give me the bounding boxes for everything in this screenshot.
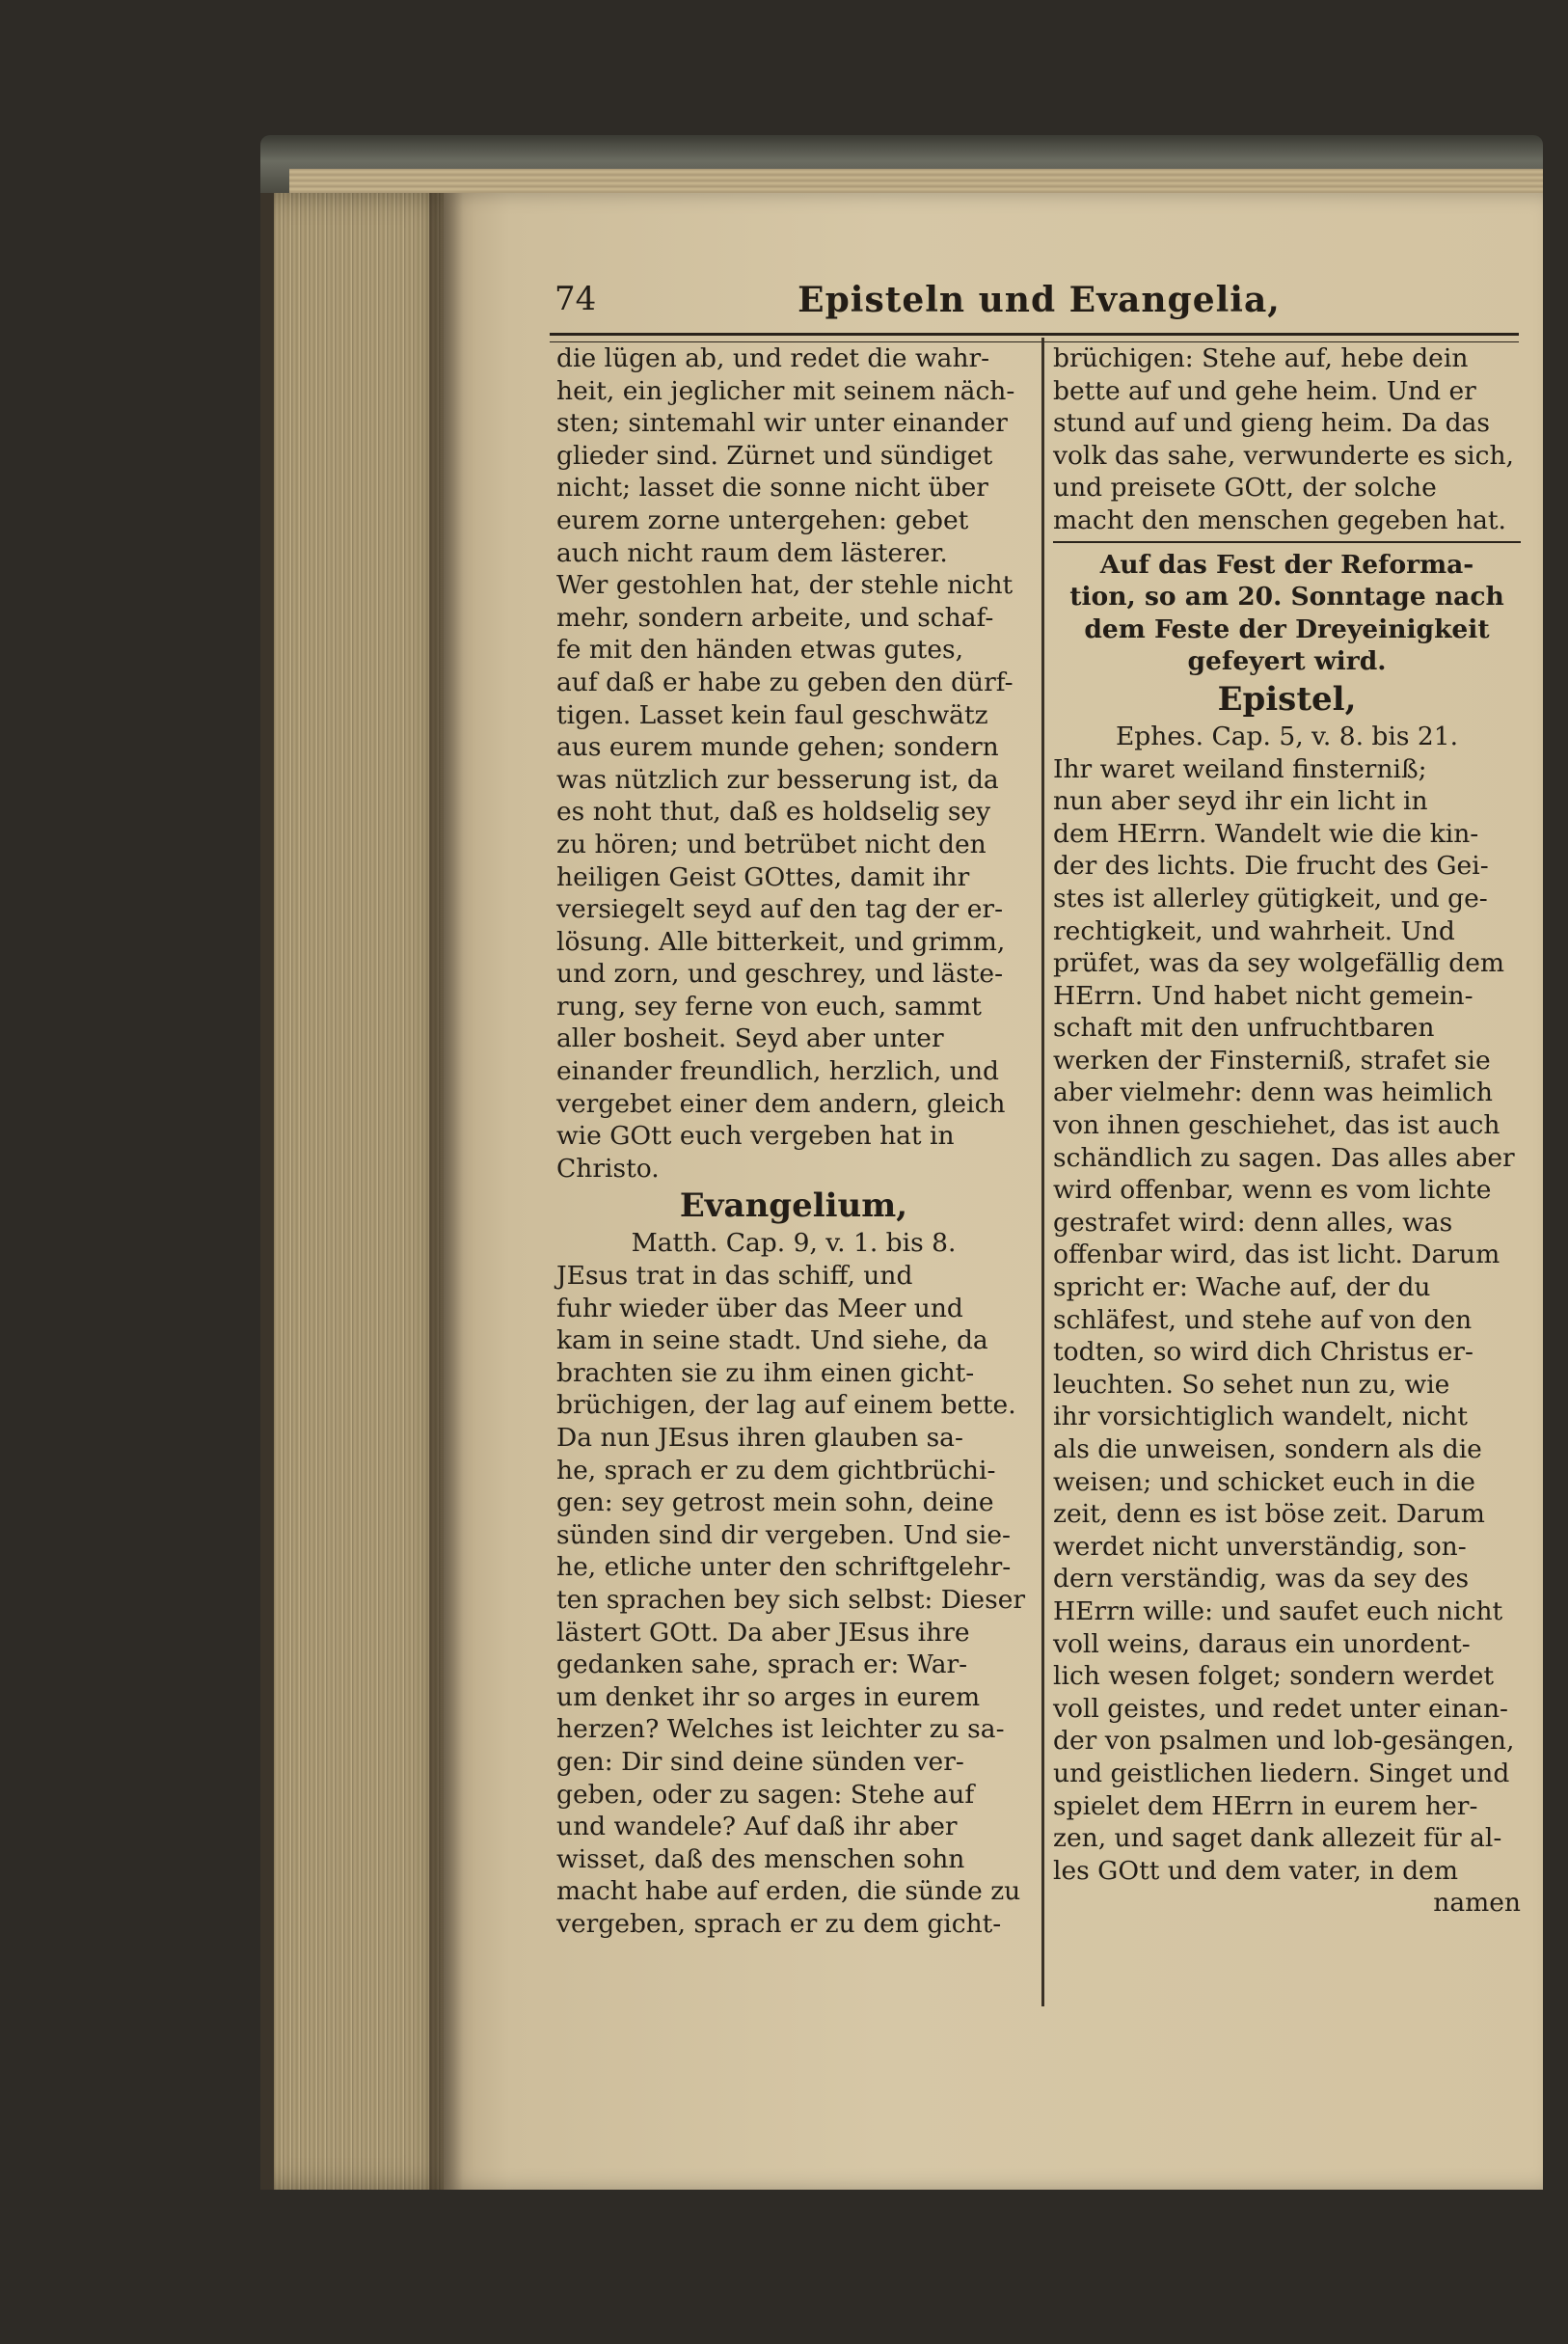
- right-epistle-line-27: HErrn wille: und saufet euch nicht: [1053, 1595, 1503, 1626]
- page-number: 74: [554, 280, 597, 318]
- left-line-1: die lügen ab, und redet die wahr-: [556, 343, 990, 373]
- left-gospel-line-14: um denket ihr so arges in eurem: [556, 1681, 981, 1712]
- right-text-block-2: [1053, 753, 1521, 1888]
- feast-title-line-2: tion, so am 20. Sonntage nach: [1069, 582, 1504, 613]
- right-epistle-line-25: werdet nicht unverständig, son-: [1053, 1531, 1467, 1562]
- left-line-19: lösung. Alle bitterkeit, und grimm,: [556, 926, 1006, 957]
- left-line-12: tigen. Lasset kein faul geschwätz: [556, 699, 988, 730]
- right-epistle-line-1: Ihr waret weiland finsterniß;: [1053, 753, 1427, 784]
- left-line-11: auf daß er habe zu geben den dürf-: [556, 667, 1014, 697]
- page-edges-side: [260, 193, 457, 2190]
- right-line-6: macht den menschen gegeben hat.: [1053, 504, 1506, 535]
- left-line-20: und zorn, und geschrey, und läste-: [556, 959, 1004, 990]
- left-gospel-line-5: brüchigen, der lag auf einem bette.: [556, 1390, 1016, 1421]
- feast-title: [1053, 549, 1521, 678]
- left-gospel-line-8: gen: sey getrost mein sohn, deine: [556, 1487, 994, 1518]
- right-epistle-line-22: als die unweisen, sondern als die: [1053, 1434, 1482, 1464]
- left-gospel-line-2: fuhr wieder über das Meer und: [556, 1293, 963, 1323]
- right-line-4: volk das sahe, verwunderte es sich,: [1053, 440, 1514, 471]
- left-gospel-line-1: JEsus trat in das schiff, und: [556, 1261, 913, 1292]
- right-epistle-line-26: dern verständig, was da sey des: [1053, 1564, 1470, 1594]
- column-divider: [1041, 338, 1044, 2006]
- left-line-25: wie GOtt euch vergeben hat in: [556, 1121, 955, 1152]
- reference-matthew: Matth. Cap. 9, v. 1. bis 8.: [631, 1228, 957, 1259]
- feast-title-line-3: dem Feste der Dreyeinigkeit: [1084, 613, 1490, 644]
- right-epistle-line-6: rechtigkeit, und wahrheit. Und: [1053, 915, 1455, 946]
- left-line-14: was nützlich zur besserung ist, da: [556, 764, 999, 795]
- left-gospel-line-21: vergeben, sprach er zu dem gicht-: [556, 1908, 1002, 1939]
- left-line-5: nicht; lasset die sonne nicht über: [556, 473, 988, 504]
- left-line-21: rung, sey ferne von euch, sammt: [556, 991, 982, 1022]
- right-column: [1053, 342, 1521, 1920]
- left-line-6: eurem zorne untergehen: gebet: [556, 504, 969, 535]
- left-line-24: vergebet einer dem andern, gleich: [556, 1088, 1006, 1119]
- right-epistle-line-11: aber vielmehr: denn was heimlich: [1053, 1077, 1493, 1108]
- right-epistle-line-18: schläfest, und stehe auf von den: [1053, 1304, 1473, 1335]
- right-epistle-line-21: ihr vorsichtiglich wandelt, nicht: [1053, 1402, 1468, 1432]
- header-rule: [550, 333, 1519, 342]
- right-epistle-line-32: und geistlichen liedern. Singet und: [1053, 1758, 1510, 1788]
- right-epistle-line-13: schändlich zu sagen. Das alles aber: [1053, 1142, 1515, 1173]
- left-gospel-line-7: he, sprach er zu dem gichtbrüchi-: [556, 1455, 996, 1485]
- left-text-block-1: [556, 342, 1031, 1185]
- right-line-2: bette auf und gehe heim. Und er: [1053, 375, 1476, 406]
- left-gospel-line-17: geben, oder zu sagen: Stehe auf: [556, 1779, 975, 1810]
- left-gospel-line-20: macht habe auf erden, die sünde zu: [556, 1876, 1021, 1907]
- left-line-26: Christo.: [556, 1153, 660, 1184]
- right-epistle-line-23: weisen; und schicket euch in die: [1053, 1466, 1475, 1497]
- left-text-block-2: [556, 1260, 1031, 1940]
- left-line-4: glieder sind. Zürnet und sündiget: [556, 440, 993, 471]
- right-line-3: stund auf und gieng heim. Da das: [1053, 408, 1490, 439]
- right-epistle-line-19: todten, so wird dich Christus er-: [1053, 1337, 1473, 1368]
- right-line-1: brüchigen: Stehe auf, hebe dein: [1053, 343, 1469, 373]
- feast-title-line-1: Auf das Fest der Reforma-: [1099, 549, 1474, 580]
- right-epistle-line-9: schaft mit den unfruchtbaren: [1053, 1013, 1435, 1044]
- right-epistle-line-16: offenbar wird, das ist licht. Darum: [1053, 1240, 1500, 1270]
- right-epistle-line-8: HErrn. Und habet nicht gemein-: [1053, 980, 1473, 1011]
- left-line-9: mehr, sondern arbeite, und schaf-: [556, 602, 994, 633]
- section-heading-epistel: Epistel,: [1217, 679, 1357, 719]
- left-gospel-line-19: wisset, daß des menschen sohn: [556, 1843, 965, 1874]
- left-gospel-line-9: sünden sind dir vergeben. Und sie-: [556, 1519, 1011, 1550]
- left-line-13: aus eurem munde gehen; sondern: [556, 732, 999, 763]
- right-epistle-line-5: stes ist allerley gütigkeit, und ge-: [1053, 883, 1488, 913]
- left-column: [556, 342, 1031, 1941]
- right-epistle-line-3: dem HErrn. Wandelt wie die kin-: [1053, 818, 1479, 849]
- left-line-10: fe mit den händen etwas gutes,: [556, 635, 964, 666]
- right-epistle-line-35: les GOtt und dem vater, in dem: [1053, 1855, 1458, 1886]
- feast-title-line-4: gefeyert wird.: [1187, 646, 1387, 677]
- running-title: Episteln und Evangelia,: [798, 280, 1281, 320]
- right-epistle-line-14: wird offenbar, wenn es vom lichte: [1053, 1175, 1492, 1206]
- left-line-8: Wer gestohlen hat, der stehle nicht: [556, 570, 1014, 601]
- section-heading-evangelium: Evangelium,: [679, 1186, 908, 1226]
- left-line-2: heit, ein jeglicher mit seinem näch-: [556, 375, 1015, 406]
- right-epistle-line-31: der von psalmen und lob-gesängen,: [1053, 1726, 1515, 1757]
- right-epistle-line-10: werken der Finsterniß, strafet sie: [1053, 1045, 1491, 1076]
- left-gospel-line-6: Da nun JEsus ihren glauben sa-: [556, 1423, 963, 1453]
- right-epistle-line-15: gestrafet wird: denn alles, was: [1053, 1207, 1453, 1238]
- left-gospel-line-16: gen: Dir sind deine sünden ver-: [556, 1746, 964, 1777]
- right-text-block-1: [1053, 342, 1521, 537]
- left-line-15: es noht thut, daß es holdselig sey: [556, 797, 991, 828]
- left-gospel-line-18: und wandele? Auf daß ihr aber: [556, 1812, 958, 1842]
- left-line-16: zu hören; und betrübet nicht den: [556, 829, 987, 859]
- left-gospel-line-4: brachten sie zu ihm einen gicht-: [556, 1357, 975, 1388]
- right-epistle-line-20: leuchten. So sehet nun zu, wie: [1053, 1369, 1450, 1400]
- left-gospel-line-11: ten sprachen bey sich selbst: Dieser: [556, 1584, 1026, 1615]
- right-epistle-line-7: prüfet, was da sey wolgefällig dem: [1053, 948, 1505, 979]
- right-epistle-line-12: von ihnen geschiehet, das ist auch: [1053, 1110, 1500, 1141]
- left-line-17: heiligen Geist GOttes, damit ihr: [556, 861, 970, 892]
- left-line-22: aller bosheit. Seyd aber unter: [556, 1023, 944, 1054]
- left-line-18: versiegelt seyd auf den tag der er-: [556, 894, 1004, 925]
- page-header: [554, 280, 1524, 328]
- left-gospel-line-3: kam in seine stadt. Und siehe, da: [556, 1325, 988, 1356]
- section-rule: [1053, 541, 1521, 549]
- left-line-7: auch nicht raum dem lästerer.: [556, 537, 948, 568]
- left-gospel-line-12: lästert GOtt. Da aber JEsus ihre: [556, 1617, 970, 1648]
- catchword: namen: [1433, 1888, 1521, 1919]
- reference-ephesians: Ephes. Cap. 5, v. 8. bis 21.: [1115, 721, 1459, 751]
- left-line-23: einander freundlich, herzlich, und: [556, 1056, 999, 1087]
- right-epistle-line-29: lich wesen folget; sondern werdet: [1053, 1661, 1495, 1692]
- left-gospel-line-13: gedanken sahe, sprach er: War-: [556, 1649, 968, 1680]
- right-epistle-line-34: zen, und saget dank allezeit für al-: [1053, 1823, 1502, 1854]
- right-epistle-line-30: voll geistes, und redet unter einan-: [1053, 1693, 1508, 1724]
- right-epistle-line-17: spricht er: Wache auf, der du: [1053, 1272, 1431, 1303]
- left-line-3: sten; sintemahl wir unter einander: [556, 408, 1008, 439]
- right-line-5: und preisete GOtt, der solche: [1053, 473, 1437, 504]
- right-epistle-line-33: spielet dem HErrn in eurem her-: [1053, 1790, 1478, 1821]
- right-epistle-line-2: nun aber seyd ihr ein licht in: [1053, 786, 1428, 817]
- right-epistle-line-28: voll weins, daraus ein unordent-: [1053, 1628, 1471, 1659]
- right-epistle-line-24: zeit, denn es ist böse zeit. Darum: [1053, 1499, 1485, 1530]
- left-gospel-line-15: herzen? Welches ist leichter zu sa-: [556, 1714, 1005, 1745]
- left-gospel-line-10: he, etliche unter den schriftgelehr-: [556, 1552, 1012, 1583]
- right-epistle-line-4: der des lichts. Die frucht des Gei-: [1053, 851, 1489, 882]
- spine-shadow: [429, 193, 463, 2190]
